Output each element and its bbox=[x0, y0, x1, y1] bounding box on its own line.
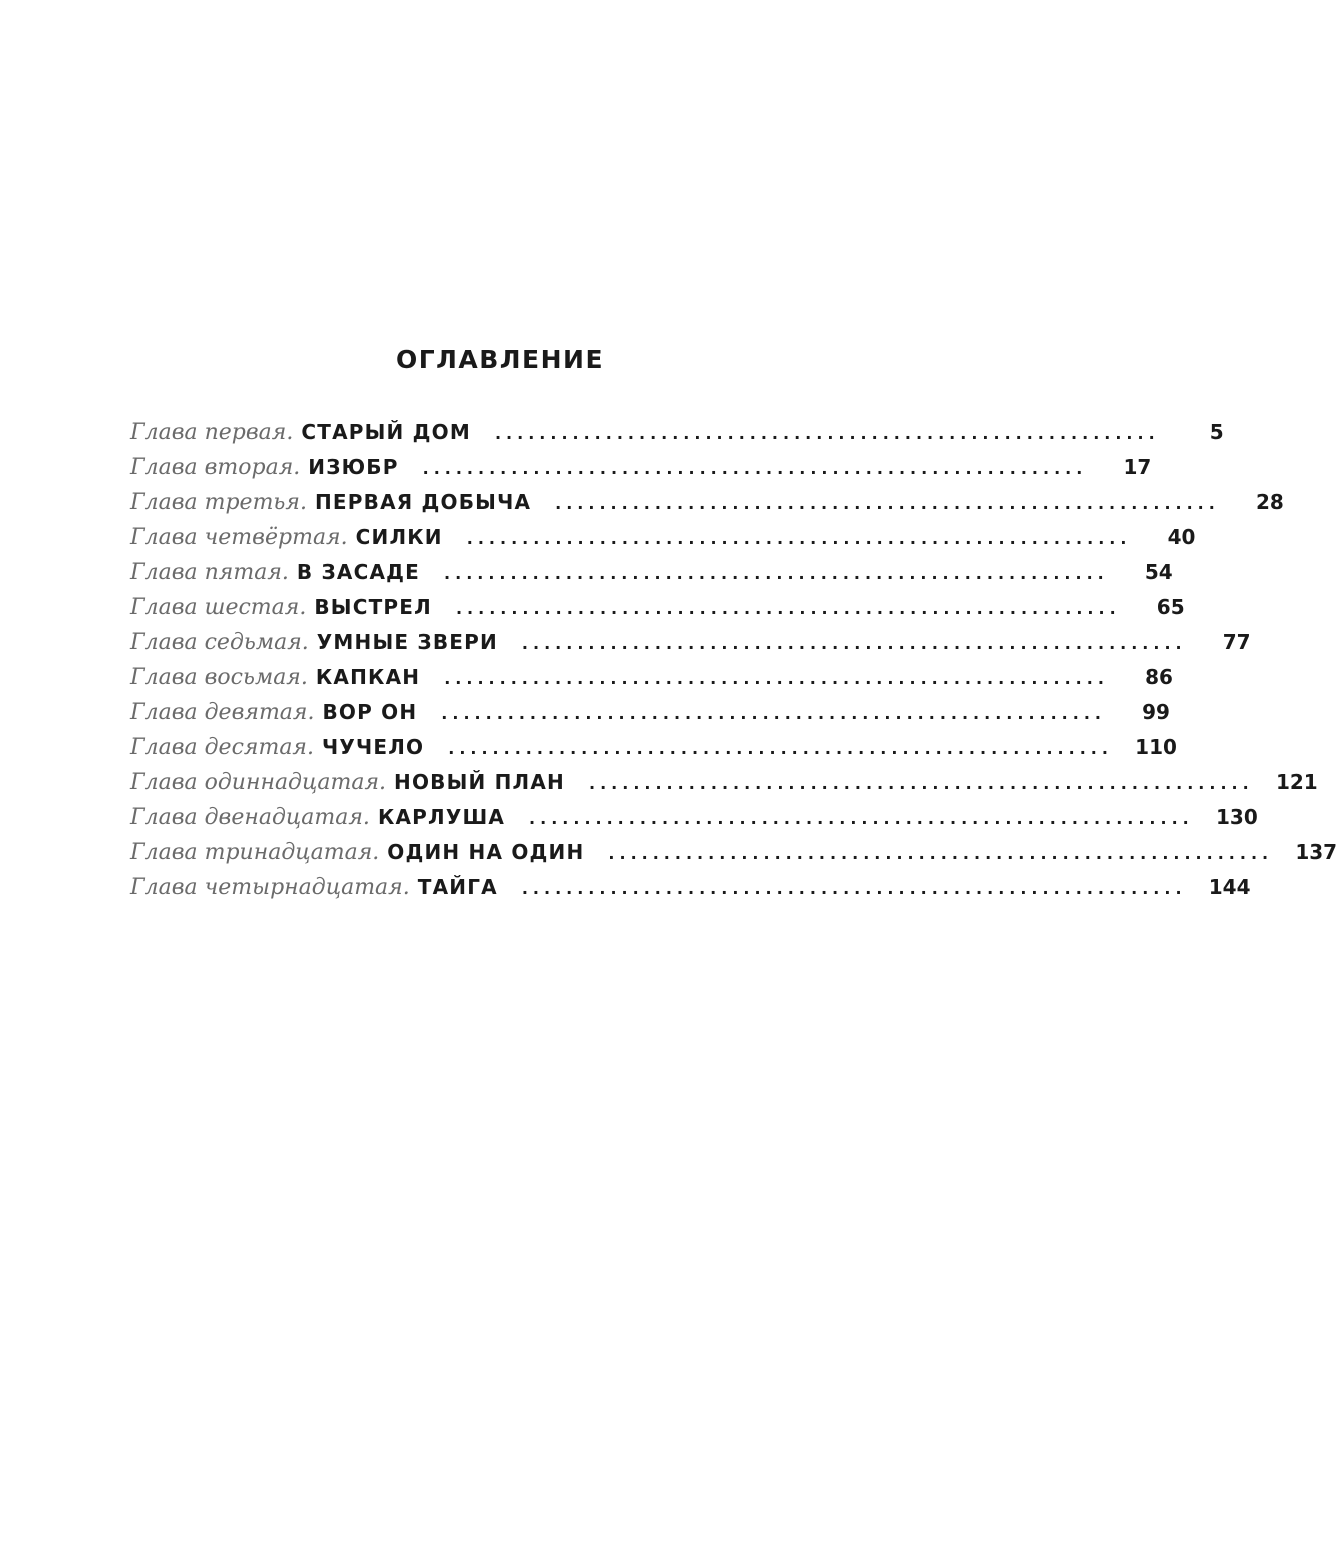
chapter-title: НОВЫЙ ПЛАН bbox=[394, 770, 565, 794]
chapter-prefix: Глава тринадцатая. bbox=[130, 840, 380, 865]
toc-entry[interactable] bbox=[130, 595, 1185, 630]
chapter-prefix: Глава шестая. bbox=[130, 595, 307, 620]
toc-entry[interactable] bbox=[130, 420, 1224, 455]
toc-entry[interactable] bbox=[130, 455, 1152, 490]
chapter-prefix: Глава двенадцатая. bbox=[130, 805, 370, 830]
chapter-title: ЧУЧЕЛО bbox=[322, 735, 425, 759]
page-number: 121 bbox=[1275, 770, 1318, 794]
toc-entry[interactable] bbox=[130, 490, 1284, 525]
page-number: 77 bbox=[1222, 630, 1251, 654]
toc-entry[interactable] bbox=[130, 735, 1177, 770]
dot-leader: ............................................................ bbox=[444, 669, 1109, 688]
chapter-title: КАПКАН bbox=[315, 665, 421, 689]
toc-entry[interactable] bbox=[130, 665, 1173, 700]
dot-leader: ............................................................ bbox=[466, 529, 1132, 548]
chapter-title: ТАЙГА bbox=[417, 875, 498, 899]
dot-leader: ............................................................ bbox=[444, 564, 1109, 583]
chapter-title: ОДИН НА ОДИН bbox=[387, 840, 585, 864]
table-of-contents bbox=[130, 420, 1337, 910]
dot-leader: ............................................................ bbox=[441, 704, 1106, 723]
page-number: 110 bbox=[1135, 735, 1177, 759]
dot-leader: ............................................................ bbox=[521, 634, 1187, 653]
dot-leader: ............................................................ bbox=[521, 879, 1187, 898]
dot-leader: ............................................................ bbox=[455, 599, 1121, 618]
page-number: 17 bbox=[1123, 455, 1152, 479]
page-number: 86 bbox=[1145, 665, 1173, 689]
dot-leader: ............................................................ bbox=[529, 809, 1194, 828]
chapter-prefix: Глава пятая. bbox=[130, 560, 289, 585]
chapter-prefix: Глава четвёртая. bbox=[130, 525, 348, 550]
chapter-prefix: Глава вторая. bbox=[130, 455, 301, 480]
toc-entry[interactable] bbox=[130, 630, 1251, 665]
toc-entry[interactable] bbox=[130, 525, 1196, 560]
toc-entry[interactable] bbox=[130, 875, 1251, 910]
dot-leader: ............................................................ bbox=[608, 844, 1274, 863]
page-title: ОГЛАВЛЕНИЕ bbox=[395, 345, 605, 374]
chapter-title: УМНЫЕ ЗВЕРИ bbox=[316, 630, 498, 654]
dot-leader: ............................................................ bbox=[448, 739, 1113, 758]
chapter-title: КАРЛУША bbox=[377, 805, 506, 829]
chapter-prefix: Глава третья. bbox=[130, 490, 307, 515]
page-number: 5 bbox=[1209, 420, 1224, 444]
toc-entry[interactable] bbox=[130, 840, 1337, 875]
chapter-prefix: Глава седьмая. bbox=[130, 630, 309, 655]
page-number: 144 bbox=[1208, 875, 1251, 899]
chapter-title: ВЫСТРЕЛ bbox=[314, 595, 432, 619]
dot-leader: ............................................................ bbox=[494, 424, 1160, 443]
page-number: 65 bbox=[1156, 595, 1185, 619]
chapter-prefix: Глава одиннадцатая. bbox=[130, 770, 387, 795]
dot-leader: ............................................................ bbox=[422, 459, 1088, 478]
dot-leader: ............................................................ bbox=[589, 774, 1254, 793]
chapter-title: ИЗЮБР bbox=[308, 455, 399, 479]
page-number: 40 bbox=[1167, 525, 1196, 549]
page-number: 137 bbox=[1295, 840, 1337, 864]
chapter-title: СИЛКИ bbox=[355, 525, 443, 549]
chapter-prefix: Глава четырнадцатая. bbox=[130, 875, 410, 900]
dot-leader: ............................................................ bbox=[555, 494, 1220, 513]
toc-entry[interactable] bbox=[130, 770, 1318, 805]
page-number: 54 bbox=[1144, 560, 1173, 584]
chapter-prefix: Глава восьмая. bbox=[130, 665, 308, 690]
chapter-title: ПЕРВАЯ ДОБЫЧА bbox=[314, 490, 532, 514]
chapter-prefix: Глава десятая. bbox=[130, 735, 314, 760]
chapter-title: СТАРЫЙ ДОМ bbox=[301, 420, 471, 444]
page-number: 99 bbox=[1142, 700, 1170, 724]
toc-entry[interactable] bbox=[130, 805, 1258, 840]
chapter-title: ВОР ОН bbox=[322, 700, 418, 724]
page-number: 28 bbox=[1255, 490, 1284, 514]
page-number: 130 bbox=[1215, 805, 1258, 829]
chapter-title: В ЗАСАДЕ bbox=[296, 560, 421, 584]
chapter-prefix: Глава девятая. bbox=[130, 700, 315, 725]
chapter-prefix: Глава первая. bbox=[130, 420, 294, 445]
toc-entry[interactable] bbox=[130, 700, 1170, 735]
toc-entry[interactable] bbox=[130, 560, 1173, 595]
